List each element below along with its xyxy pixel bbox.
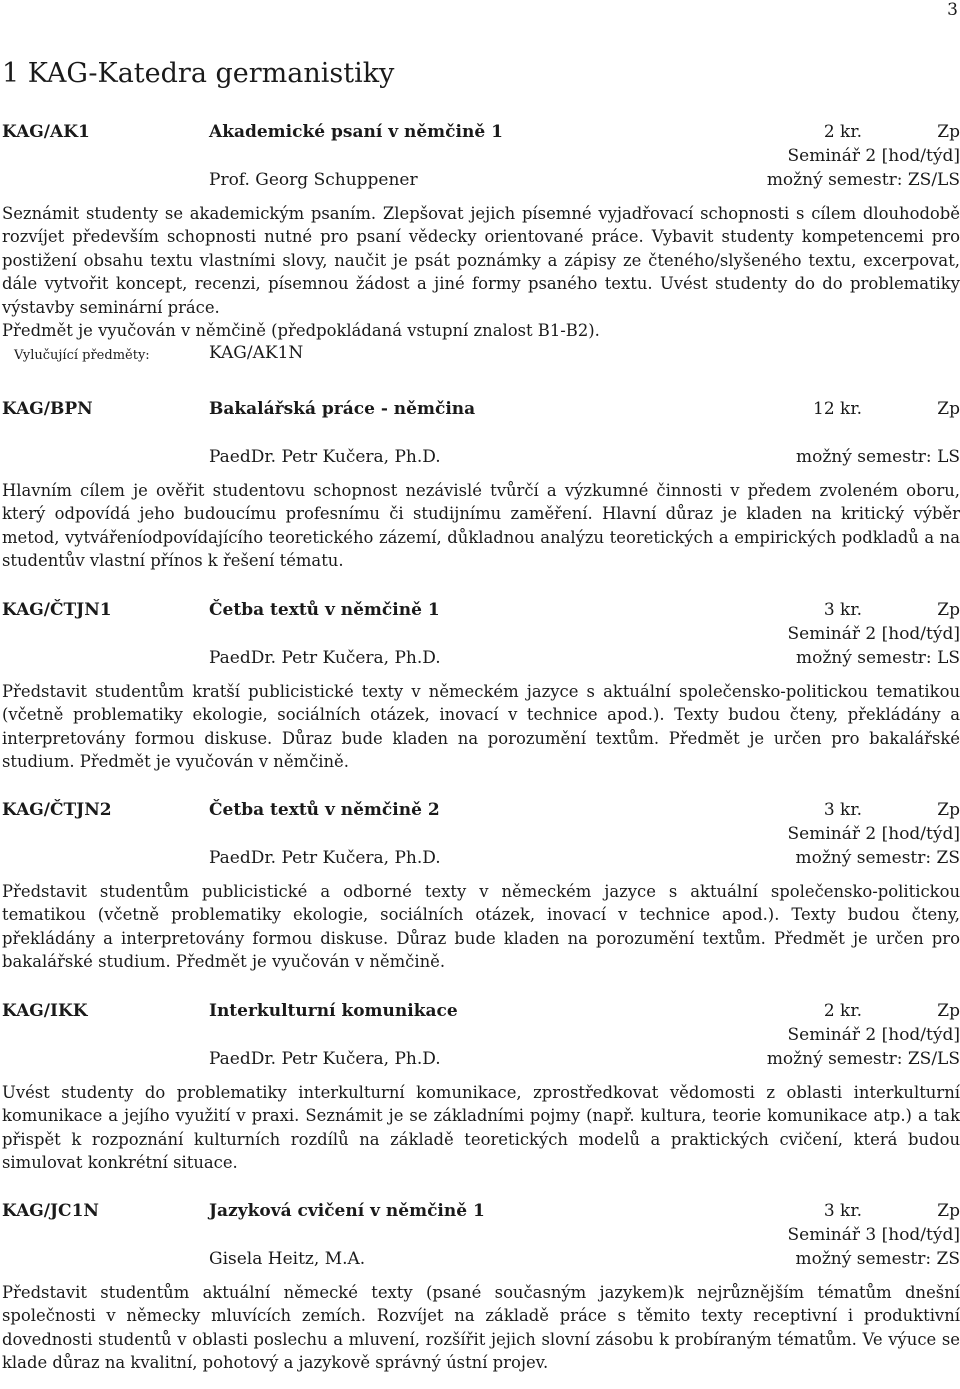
excluding-label: Vylučující předměty: bbox=[14, 348, 150, 364]
course-description: Představit studentům publicistické a odborné texty v německém jazyce s aktuální společensko-politickou tematikou (včetně problematiky ekologie, sociálních otázek, inovací v technice apod.). Texty budou čteny, překládány a interpretovány formou diskuse. Důraz bude kladen na porozumění textům. Předmět je určen pro bakalářské studium. Předmět je vyučován v němčině. bbox=[2, 882, 960, 972]
excluding-value: KAG/AK1N bbox=[209, 343, 304, 364]
course-completion: Zp bbox=[937, 600, 960, 620]
course-description: Hlavním cílem je ověřit studentovu schopnost nezávislé tvůrčí a výzkumné činnosti v předem zvoleném oboru, který odpovídá jeho budoucímu profesnímu či studijnímu zaměření. Hlavní důraz je kladen na kritický výběr metod, vytvářeníodpovídajícího teoretického zázemí, důkladnou analýzu teoretických a empirických podkladů a na studentův vlastní přínos k řešení tématu. bbox=[2, 481, 960, 571]
semester-value: ZS/LS bbox=[907, 1049, 960, 1069]
course-code: KAG/ČTJN2 bbox=[2, 800, 112, 820]
course-code: KAG/AK1 bbox=[2, 122, 90, 142]
course-description: Představit studentům kratší publicistické texty v německém jazyce s aktuální společensko-politickou tematikou (včetně problematiky ekologie, sociálních otázek, inovací v technice apod.). Texty budou čteny, překládány a interpretovány formou diskuse. Důraz bude kladen na porozumění textům. Předmět je určen pro bakalářské studium. Předmět je vyučován v němčině. bbox=[2, 682, 960, 772]
course-name: Akademické psaní v němčině 1 bbox=[209, 122, 503, 142]
course-hours: Seminář 2 [hod/týd] bbox=[787, 624, 960, 644]
course-description: Seznámit studenty se akademickým psaním. Zlepšovat jejich písemné vyjadřovací schopnosti s cílem dlouhodobě rozvíjet především schopnosti nutné pro psaní vědecky orientované práce. Vybavit studenty kompetencemi pro postižení obsahu textu vlastními slovy, naučit je psát poznámky a zápisy ze čteného/slyšeného textu, excerpovat, dále vytvořit koncept, recenzi, písemnou žádost a jiné formy psaného textu. Uvést studenty do do problematiky výstavby seminární práce. bbox=[2, 204, 960, 317]
course-credits: 3 kr. bbox=[823, 600, 862, 620]
section-title: 1 KAG-Katedra germanistiky bbox=[2, 58, 395, 89]
course-hours: Seminář 2 [hod/týd] bbox=[787, 824, 960, 844]
page-number: 3 bbox=[947, 0, 958, 20]
course-name: Četba textů v němčině 2 bbox=[209, 800, 440, 820]
course-semester bbox=[795, 846, 960, 870]
course-completion: Zp bbox=[937, 800, 960, 820]
course-name: Četba textů v němčině 1 bbox=[209, 600, 440, 620]
course-block bbox=[2, 999, 960, 1175]
course-credits: 12 kr. bbox=[813, 399, 862, 419]
course-credits: 3 kr. bbox=[823, 800, 862, 820]
course-note: Předmět je vyučován v němčině (předpokládaná vstupní znalost B1-B2). bbox=[2, 321, 600, 341]
course-hours: Seminář 2 [hod/týd] bbox=[787, 1025, 960, 1045]
course-code: KAG/IKK bbox=[2, 1001, 88, 1021]
course-teacher: PaedDr. Petr Kučera, Ph.D. bbox=[209, 1049, 441, 1069]
semester-value: ZS/LS bbox=[907, 170, 960, 190]
course-credits: 2 kr. bbox=[823, 1001, 862, 1021]
course-semester bbox=[796, 646, 960, 670]
semester-value: LS bbox=[937, 447, 960, 467]
course-description: Představit studentům aktuální německé texty (psané současným jazykem)k nejrůznějším tématům dnešní společnosti v německy mluvících zemích. Rozvíjet na základě práce s těmito texty receptivní i produktivní dovednosti studentů v oblasti poslechu a mluvení, rozšířit jejich slovní zásobu k probíraným tématům. Ve výuce se klade důraz na kvalitní, pohotový a jazykově správný ústní projev. bbox=[2, 1283, 960, 1373]
course-completion: Zp bbox=[937, 122, 960, 142]
course-completion: Zp bbox=[937, 1001, 960, 1021]
excluding-courses bbox=[2, 342, 960, 368]
semester-value: LS bbox=[937, 648, 960, 668]
course-credits: 2 kr. bbox=[823, 122, 862, 142]
course-code: KAG/BPN bbox=[2, 399, 93, 419]
course-hours: Seminář 2 [hod/týd] bbox=[787, 146, 960, 166]
course-completion: Zp bbox=[937, 399, 960, 419]
course-semester bbox=[796, 445, 960, 469]
course-block bbox=[2, 798, 960, 974]
course-code: KAG/JC1N bbox=[2, 1201, 99, 1221]
course-teacher: PaedDr. Petr Kučera, Ph.D. bbox=[209, 447, 441, 467]
semester-label: možný semestr: bbox=[766, 170, 903, 190]
course-hours: Seminář 3 [hod/týd] bbox=[787, 1225, 960, 1245]
course-semester bbox=[767, 1047, 960, 1071]
semester-label: možný semestr: bbox=[795, 848, 932, 868]
course-code: KAG/ČTJN1 bbox=[2, 600, 112, 620]
semester-label: možný semestr: bbox=[796, 447, 932, 467]
semester-label: možný semestr: bbox=[795, 1249, 932, 1269]
course-description: Uvést studenty do problematiky interkulturní komunikace, zprostředkovat vědomosti z oblasti interkulturní komunikace a jejího využití v praxi. Seznámit je se základními pojmy (např. kultura, teorie komunikace atp.) a tak přispět k rozpoznání kulturních rozdílů na základě teoretických modelů a praktických cvičení, která budou simulovat konkrétní situace. bbox=[2, 1083, 960, 1173]
course-teacher: Gisela Heitz, M.A. bbox=[209, 1249, 366, 1269]
semester-value: ZS bbox=[936, 848, 960, 868]
semester-label: možný semestr: bbox=[766, 1049, 903, 1069]
course-teacher: PaedDr. Petr Kučera, Ph.D. bbox=[209, 848, 441, 868]
semester-value: ZS bbox=[936, 1249, 960, 1269]
course-semester bbox=[795, 1247, 960, 1271]
course-teacher: PaedDr. Petr Kučera, Ph.D. bbox=[209, 648, 441, 668]
course-block bbox=[2, 120, 960, 368]
course-block bbox=[2, 598, 960, 774]
semester-label: možný semestr: bbox=[796, 648, 932, 668]
course-block bbox=[2, 1199, 960, 1375]
course-completion: Zp bbox=[937, 1201, 960, 1221]
course-name: Bakalářská práce - němčina bbox=[209, 399, 476, 419]
course-credits: 3 kr. bbox=[823, 1201, 862, 1221]
course-teacher: Prof. Georg Schuppener bbox=[209, 170, 418, 190]
course-name: Interkulturní komunikace bbox=[209, 1001, 458, 1021]
course-block bbox=[2, 397, 960, 573]
course-name: Jazyková cvičení v němčině 1 bbox=[209, 1201, 485, 1221]
course-semester bbox=[767, 168, 960, 192]
